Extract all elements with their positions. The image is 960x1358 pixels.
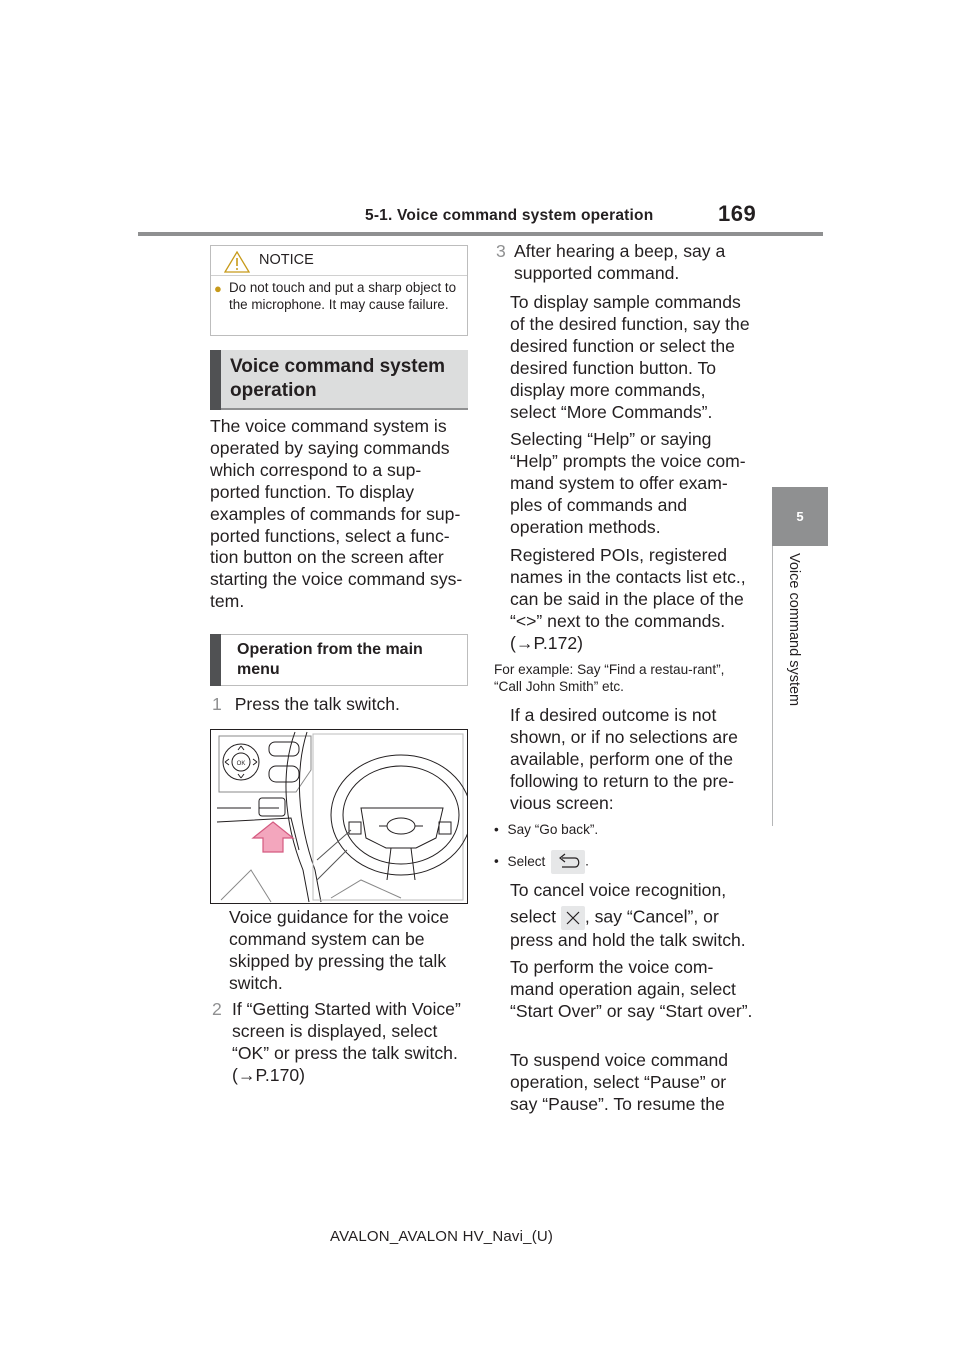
sub-go-back	[494, 821, 598, 838]
note-help	[494, 429, 756, 539]
steering-wheel-illustration	[210, 729, 468, 904]
footer-model: AVALON_AVALON HV_Navi_(U)	[330, 1228, 554, 1245]
step-2: 2 If “Getting Started with Voice” screen is displayed, select “OK” or press the talk switch. (→P.170)	[212, 999, 461, 1085]
note-text: If a desired outcome is not shown, or if no selections are available, perform one of the following to return to the pre-vious screen:	[510, 705, 738, 813]
page-reference[interactable]: P.170	[255, 1064, 300, 1085]
note-text: Voice guidance for the voice command system can be skipped by pressing the talk switch.	[229, 907, 450, 993]
section-header: 5-1. Voice command system operation	[365, 207, 654, 224]
step-number: 1	[212, 694, 222, 714]
subsection-heading-bar	[210, 634, 221, 686]
section-heading: Voice command system operation	[230, 356, 446, 401]
step-number: 3	[496, 241, 506, 261]
subsection-heading: Operation from the main menu	[237, 641, 423, 678]
reference-arrow: →	[237, 1064, 256, 1085]
note-text: select	[510, 906, 556, 927]
notice-text: Do not touch and put a sharp object to the microphone. It may cause failure.	[229, 280, 457, 312]
note-start-over	[494, 957, 756, 1023]
section-heading-bar	[210, 350, 221, 410]
sub-bullet: •	[494, 853, 499, 869]
note-guidance	[210, 907, 468, 995]
sub-text: Select	[507, 853, 546, 869]
ok-button-label: OK	[236, 761, 246, 767]
sub-text: Say “Go back”.	[507, 822, 599, 837]
notice-bullet: ●	[214, 281, 222, 296]
note-outcome	[494, 705, 756, 815]
close-x-icon[interactable]	[561, 906, 585, 930]
note-text: To cancel voice recognition,	[510, 880, 727, 900]
note-sample-commands	[494, 292, 756, 423]
note-text: Registered POIs, registered names in the contacts list etc., can be said in the place of the “<>” next to the commands.	[510, 545, 746, 631]
step-text: Press the talk switch.	[234, 694, 400, 714]
note-cancel	[494, 880, 756, 952]
sub-select-back	[494, 850, 589, 876]
note-text: Selecting “Help” or saying “Help” prompts the voice com-mand system to offer exam-ples of commands and operation methods.	[510, 429, 746, 537]
sub-suffix: .	[585, 853, 589, 869]
note-text: To suspend voice command operation, select “Pause” or say “Pause”. To resume the	[510, 1050, 729, 1114]
note-text: , say “Cancel”, or press and hold the talk switch.	[510, 906, 746, 950]
chapter-tab-number: 5	[772, 487, 828, 546]
reference-arrow: →	[515, 632, 534, 653]
note-registered: Registered POIs, registered names in the contacts list etc., can be said in the place of the “<>” next to the commands. (→P.172)	[510, 545, 746, 653]
notice-title: NOTICE	[259, 252, 314, 268]
page-reference[interactable]: P.172	[533, 632, 578, 653]
intro-paragraph: The voice command system is operated by saying commands which correspond to a sup-ported function. To display examples of commands for sup-ported functions, select a func-tion button on the screen after starting the voice command sys-tem.	[210, 416, 463, 612]
note-text: To display sample commands of the desired function, say the desired function or select the desired function button. To display more commands, select “More Commands”.	[510, 292, 750, 422]
steering-wheel-drawing	[211, 730, 468, 904]
note-suspend	[494, 1050, 756, 1116]
chapter-tab-label: Voice command system	[786, 553, 802, 707]
step-text: After hearing a beep, say a supported command.	[514, 241, 726, 283]
back-arrow-icon[interactable]	[551, 850, 585, 874]
example-text: For example: Say “Find a restau-rant”, “Call John Smith” etc.	[494, 662, 725, 694]
step-1	[212, 694, 468, 716]
header-rule	[138, 232, 823, 236]
page-number: 169	[718, 201, 757, 226]
note-text: To perform the voice com-mand operation again, select “Start Over” or say “Start over”.	[510, 957, 753, 1021]
sub-bullet: •	[494, 822, 499, 837]
step-text: If “Getting Started with Voice” screen is displayed, select “OK” or press the talk switch.	[232, 999, 461, 1063]
step-3	[496, 241, 756, 285]
warning-triangle-icon	[224, 251, 250, 273]
step-number: 2	[212, 999, 222, 1019]
